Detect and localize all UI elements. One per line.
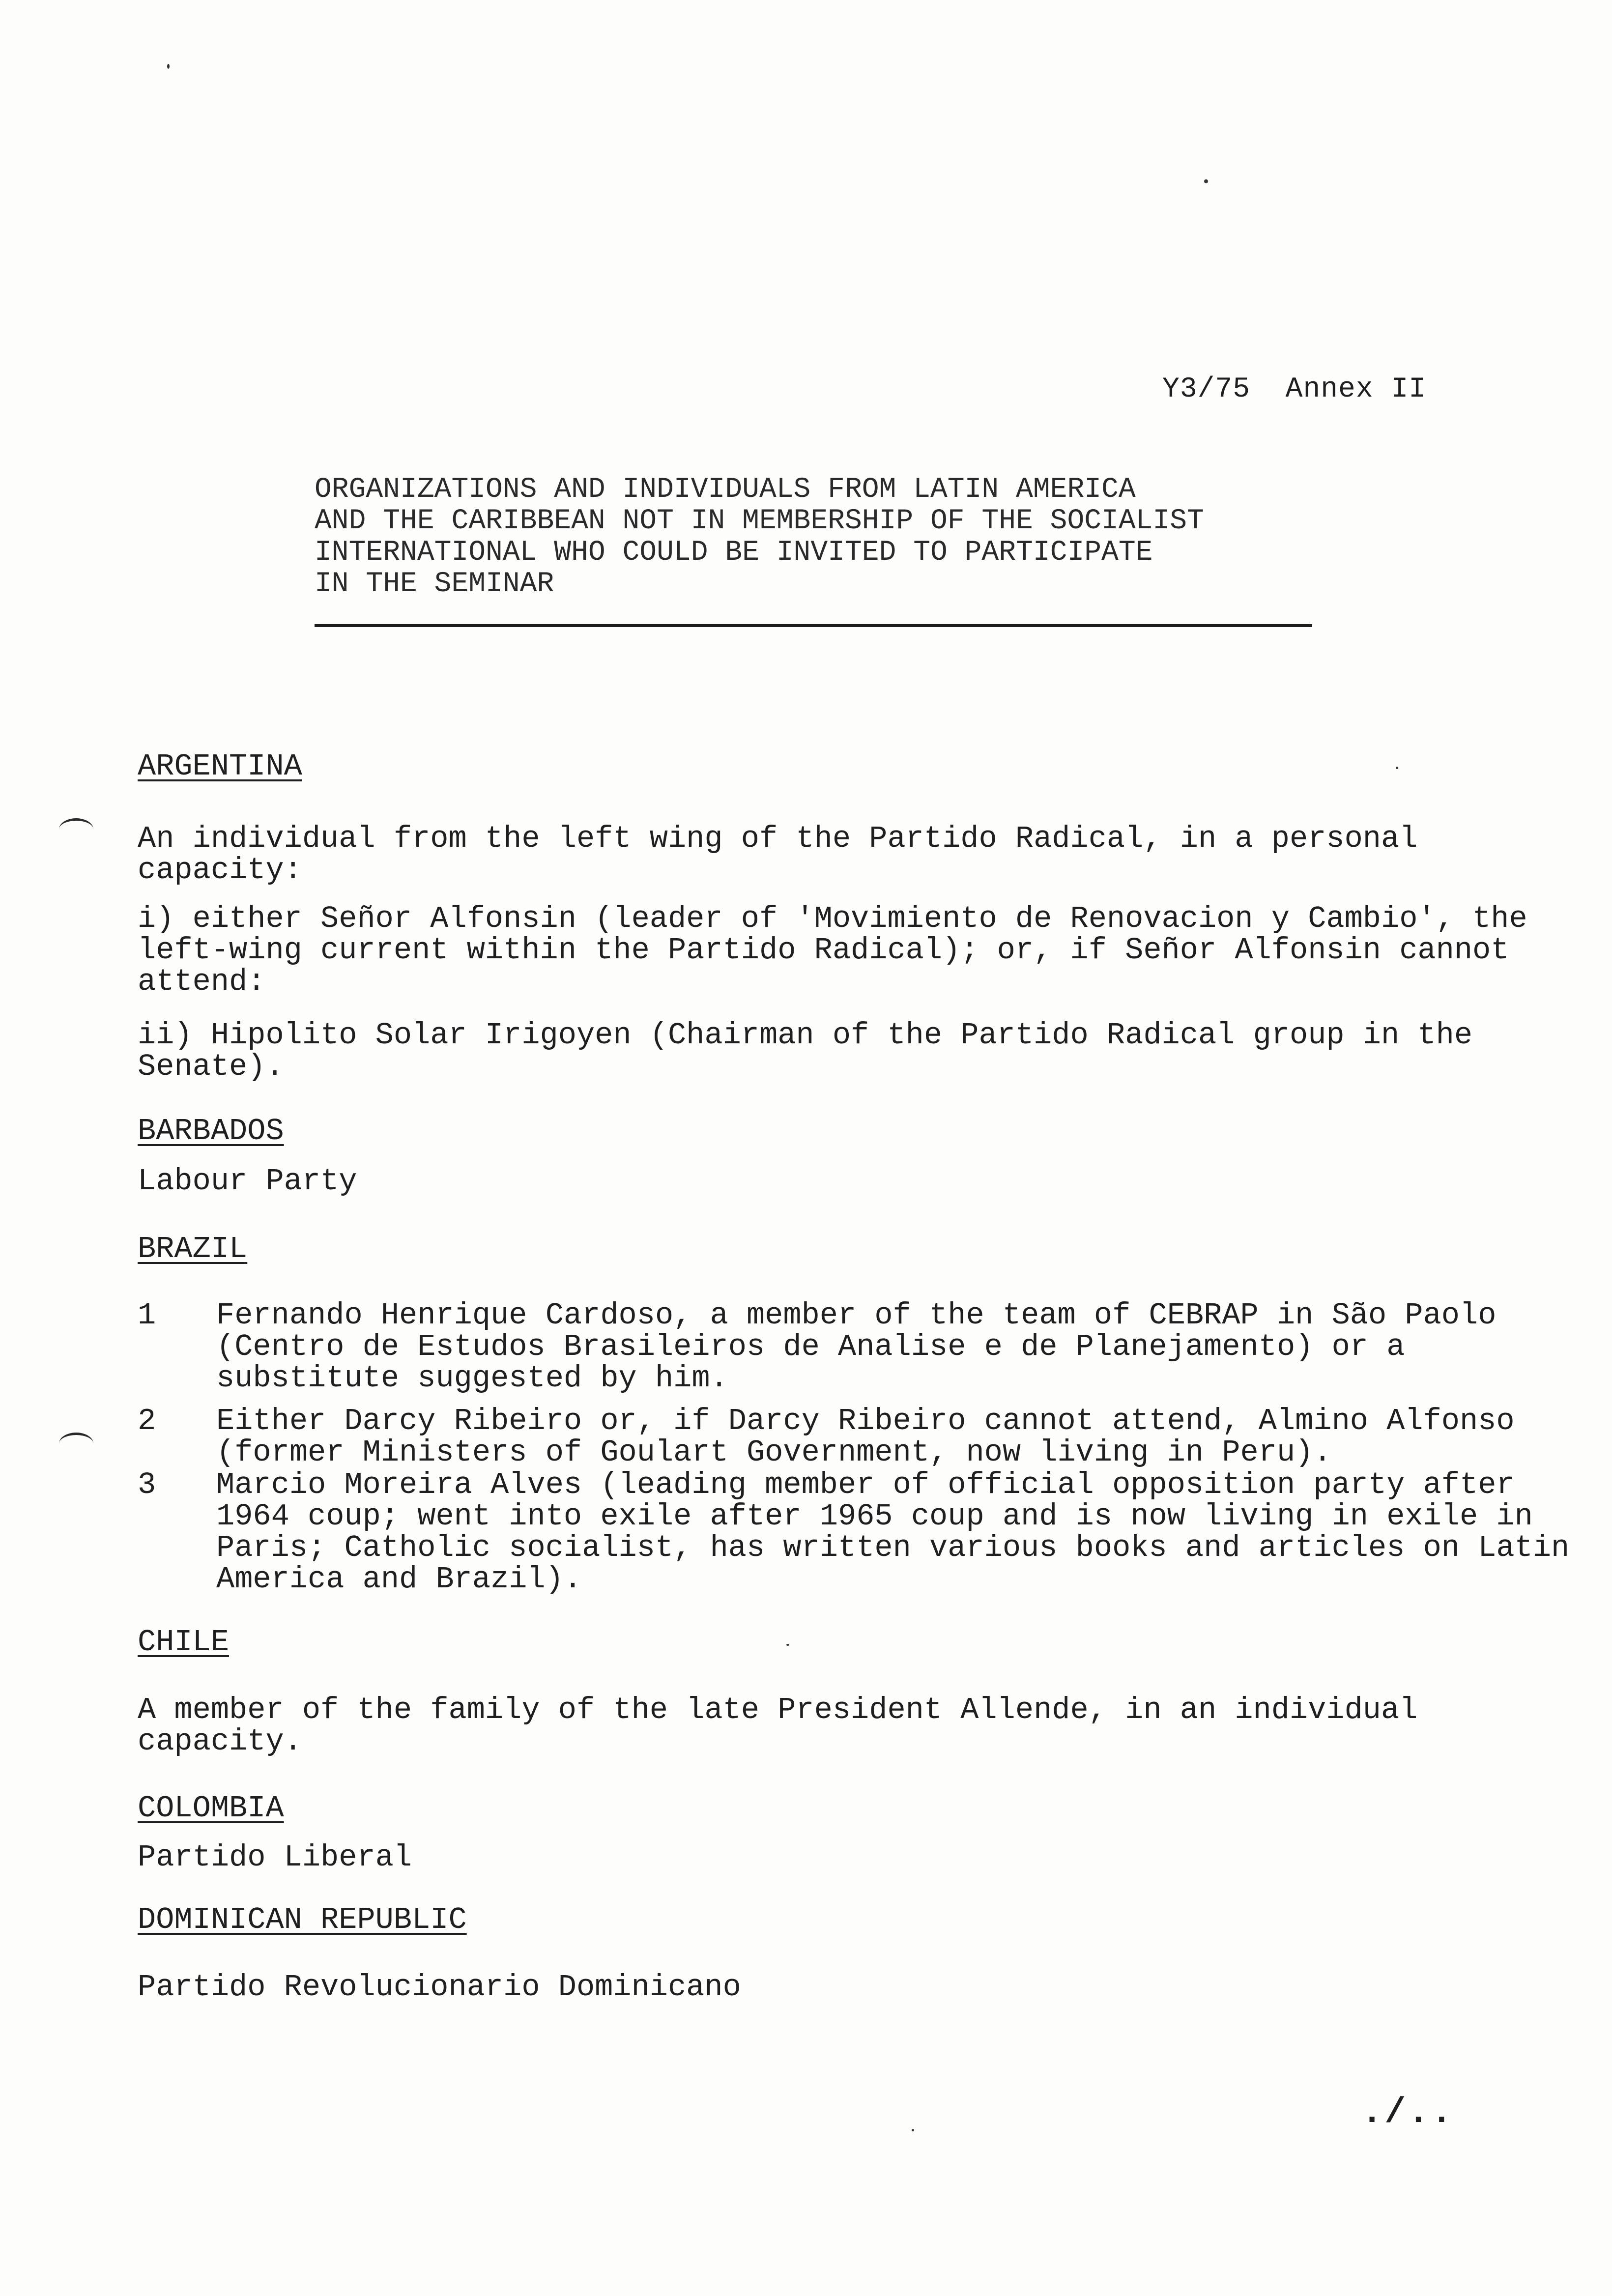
scan-speck [1204, 179, 1208, 183]
heading-argentina: ARGENTINA [138, 749, 302, 784]
title-line-4: IN THE SEMINAR [315, 568, 554, 600]
list-item-text: Either Darcy Ribeiro or, if Darcy Ribeiro cannot attend, Almino Alfonso (former Ministers of Goulart Government, now living in Peru). [216, 1404, 1515, 1470]
continuation-mark: ./.. [1361, 2093, 1454, 2133]
scan-speck [912, 2129, 914, 2131]
brazil-item-1 [138, 1300, 1592, 1394]
dominican-republic-text: Partido Revolucionario Dominicano [138, 1970, 741, 2005]
scan-speck [786, 1644, 789, 1646]
argentina-option-i: i) either Señor Alfonsin (leader of 'Movimiento de Renovacion y Cambio', the left-wing current within the Partido Radical); or, if Señor Alfonsin cannot attend: [138, 901, 1527, 999]
list-number: 3 [138, 1467, 156, 1502]
heading-brazil: BRAZIL [138, 1232, 248, 1266]
scan-speck [1396, 767, 1398, 769]
document-title [315, 474, 1322, 600]
title-line-2: AND THE CARIBBEAN NOT IN MEMBERSHIP OF THE SOCIALIST [315, 505, 1204, 537]
brazil-item-2 [138, 1406, 1592, 1468]
argentina-option-ii: ii) Hipolito Solar Irigoyen (Chairman of the Partido Radical group in the Senate). [138, 1018, 1473, 1084]
barbados-text: Labour Party [138, 1164, 357, 1199]
colombia-text: Partido Liberal [138, 1840, 412, 1875]
scan-speck [167, 64, 170, 69]
list-number: 2 [138, 1404, 156, 1438]
heading-chile: CHILE [138, 1625, 230, 1660]
title-underline [315, 624, 1312, 627]
margin-mark-1 [59, 818, 93, 840]
heading-dominican-republic: DOMINICAN REPUBLIC [138, 1902, 467, 1937]
chile-text: A member of the family of the late President Allende, in an individual capacity. [138, 1693, 1418, 1759]
title-line-1: ORGANIZATIONS AND INDIVIDUALS FROM LATIN AMERICA [315, 474, 1136, 506]
title-line-3: INTERNATIONAL WHO COULD BE INVITED TO PARTICIPATE [315, 537, 1153, 569]
list-item-text: Marcio Moreira Alves (leading member of official opposition party after 1964 coup; went into exile after 1965 coup and is now living in exile in Paris; Catholic socialist, has written various books and articles on Latin America and Brazil). [216, 1467, 1570, 1597]
list-number: 1 [138, 1298, 156, 1333]
brazil-item-3 [138, 1469, 1592, 1595]
heading-colombia: COLOMBIA [138, 1791, 284, 1826]
margin-mark-2 [59, 1433, 93, 1455]
argentina-intro: An individual from the left wing of the Partido Radical, in a personal capacity: [138, 821, 1418, 888]
list-item-text: Fernando Henrique Cardoso, a member of the team of CEBRAP in São Paolo (Centro de Estudos Brasileiros de Analise e de Planejamento) or a substitute suggested by him. [216, 1298, 1497, 1396]
document-reference: Y3/75 Annex II [1162, 373, 1427, 405]
heading-barbados: BARBADOS [138, 1114, 284, 1148]
